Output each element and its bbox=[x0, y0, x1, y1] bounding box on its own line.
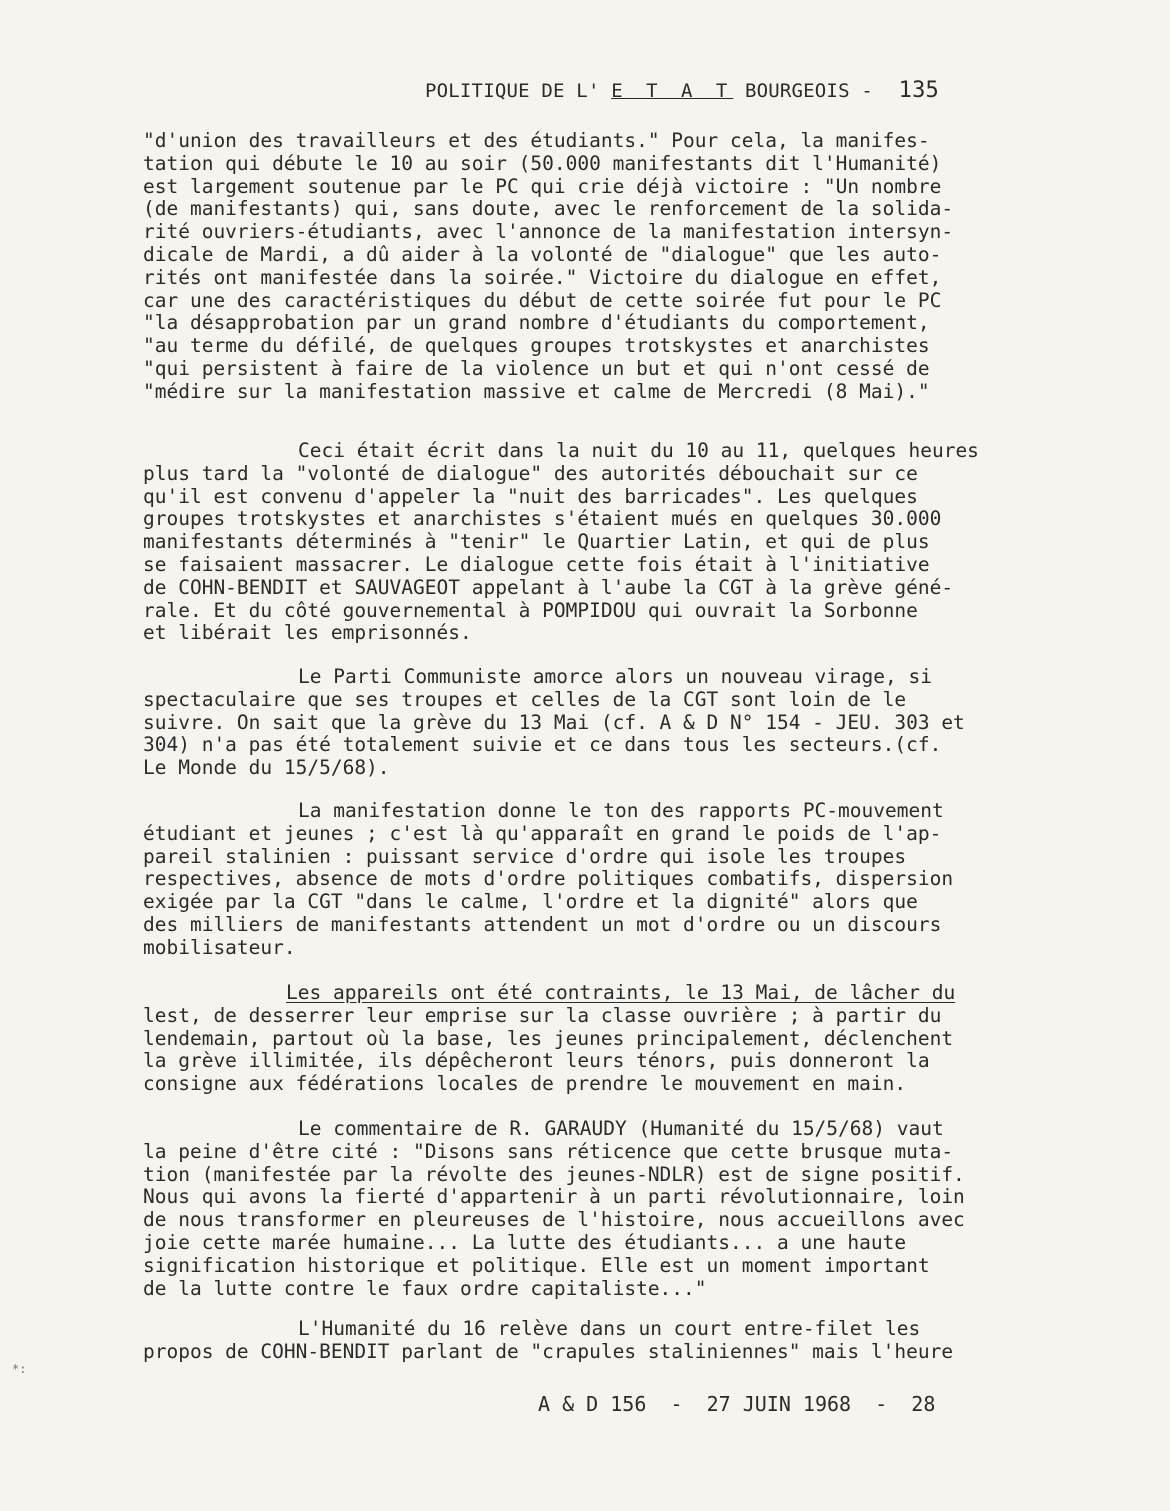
running-header bbox=[425, 78, 939, 103]
text-line: rale. Et du côté gouvernemental à POMPIDOU qui ouvrait la Sorbonne bbox=[143, 598, 918, 622]
text-line: dicale de Mardi, a dû aider à la volonté de "dialogue" que les auto- bbox=[143, 243, 942, 266]
text-line: suivre. On sait que la grève du 13 Mai (cf. A & D N° 154 - JEU. 303 et bbox=[143, 710, 965, 734]
text-line: propos de COHN-BENDIT parlant de "crapules staliniennes" mais l'heure bbox=[143, 1339, 954, 1363]
text-line: joie cette marée humaine... La lutte des étudiants... a une haute bbox=[143, 1231, 907, 1254]
text-line: "médire sur la manifestation massive et calme de Mercredi (8 Mai)." bbox=[143, 379, 930, 403]
page-number: 135 bbox=[898, 78, 939, 103]
text-line: plus tard la "volonté de dialogue" des autorités débouchait sur ce bbox=[143, 461, 918, 485]
header-right: BOURGEOIS - bbox=[744, 80, 873, 102]
margin-mark: *: bbox=[12, 1362, 27, 1376]
text-line: la grève illimitée, ils dépêcheront leurs ténors, puis donneront la bbox=[143, 1049, 930, 1073]
footer-reference: A & D 156 - 27 JUIN 1968 - 28 bbox=[538, 1392, 936, 1416]
text-line: rités ont manifestée dans la soirée." Victoire du dialogue en effet, bbox=[143, 265, 942, 289]
text-line: rité ouvriers-étudiants, avec l'annonce de la manifestation intersyn- bbox=[143, 220, 954, 244]
text-line: Les appareils ont été contraints, le 13 Mai, de lâcher du bbox=[286, 981, 956, 1004]
text-line: L'Humanité du 16 relève dans un court entre-filet les bbox=[298, 1317, 921, 1340]
text-line: consigne aux fédérations locales de prendre le mouvement en main. bbox=[143, 1072, 907, 1096]
text-line: La manifestation donne le ton des rapports PC-mouvement bbox=[298, 799, 944, 822]
text-line: qu'il est convenu d'appeler la "nuit des barricades". Les quelques bbox=[143, 484, 918, 508]
text-line: Ceci était écrit dans la nuit du 10 au 11, quelques heures bbox=[298, 439, 979, 462]
text-line: 304) n'a pas été totalement suivie et ce dans tous les secteurs.(cf. bbox=[143, 733, 942, 757]
text-line: de la lutte contre le faux ordre capitaliste..." bbox=[143, 1276, 707, 1300]
text-line: Le commentaire de R. GARAUDY (Humanité du 15/5/68) vaut bbox=[298, 1117, 944, 1140]
text-line: tion (manifestée par la révolte des jeunes-NDLR) est de signe positif. bbox=[143, 1162, 965, 1186]
text-line: respectives, absence de mots d'ordre politiques combatifs, dispersion bbox=[143, 867, 954, 891]
text-line: signification historique et politique. Elle est un moment important bbox=[143, 1253, 930, 1277]
text-line: de nous transformer en pleureuses de l'histoire, nous accueillons avec bbox=[143, 1208, 965, 1232]
text-line: pareil stalinien : puissant service d'ordre qui isole les troupes bbox=[143, 844, 907, 868]
text-line: mobilisateur. bbox=[143, 935, 296, 959]
text-line: et libérait les emprisonnés. bbox=[143, 621, 472, 645]
text-line: est largement soutenue par le PC qui crie déjà victoire : "Un nombre bbox=[143, 174, 942, 198]
text-line: de COHN-BENDIT et SAUVAGEOT appelant à l'aube la CGT à la grève géné- bbox=[143, 575, 954, 599]
text-line: exigée par la CGT "dans le calme, l'ordre et la dignité" alors que bbox=[143, 890, 918, 914]
text-line: groupes trotskystes et anarchistes s'étaient mués en quelques 30.000 bbox=[143, 507, 942, 531]
text-line: Le Monde du 15/5/68). bbox=[143, 756, 390, 780]
text-line: lendemain, partout où la base, les jeunes principalement, déclenchent bbox=[143, 1026, 954, 1050]
header-etat: E T A T bbox=[611, 80, 734, 102]
text-line: "au terme du défilé, de quelques groupes trotskystes et anarchistes bbox=[143, 334, 930, 358]
header-left: POLITIQUE DE L' bbox=[425, 80, 600, 102]
text-line: "d'union des travailleurs et des étudiants." Pour cela, la manifes- bbox=[143, 129, 930, 152]
text-line: spectaculaire que ses troupes et celles de la CGT sont loin de le bbox=[143, 687, 907, 711]
text-line: manifestants déterminés à "tenir" le Quartier Latin, et qui de plus bbox=[143, 530, 930, 554]
text-line: des milliers de manifestants attendent un mot d'ordre ou un discours bbox=[143, 913, 942, 936]
text-line: "qui persistent à faire de la violence un but et qui n'ont cessé de bbox=[143, 357, 930, 380]
text-line: "la désapprobation par un grand nombre d'étudiants du comportement, bbox=[143, 311, 930, 335]
text-line: se faisaient massacrer. Le dialogue cette fois était à l'initiative bbox=[143, 553, 930, 576]
text-line: étudiant et jeunes ; c'est là qu'apparaît en grand le poids de l'ap- bbox=[143, 821, 942, 845]
text-line: car une des caractéristiques du début de cette soirée fut pour le PC bbox=[143, 288, 942, 312]
text-line: Le Parti Communiste amorce alors un nouveau virage, si bbox=[298, 665, 932, 688]
text-line: lest, de desserrer leur emprise sur la classe ouvrière ; à partir du bbox=[143, 1003, 942, 1027]
text-line: (de manifestants) qui, sans doute, avec le renforcement de la solida- bbox=[143, 197, 954, 221]
text-line: Nous qui avons la fierté d'appartenir à un parti révolutionnaire, loin bbox=[143, 1185, 965, 1209]
text-line: tation qui débute le 10 au soir (50.000 manifestants dit l'Humanité) bbox=[143, 151, 942, 175]
text-line: la peine d'être cité : "Disons sans réticence que cette brusque muta- bbox=[143, 1139, 954, 1163]
